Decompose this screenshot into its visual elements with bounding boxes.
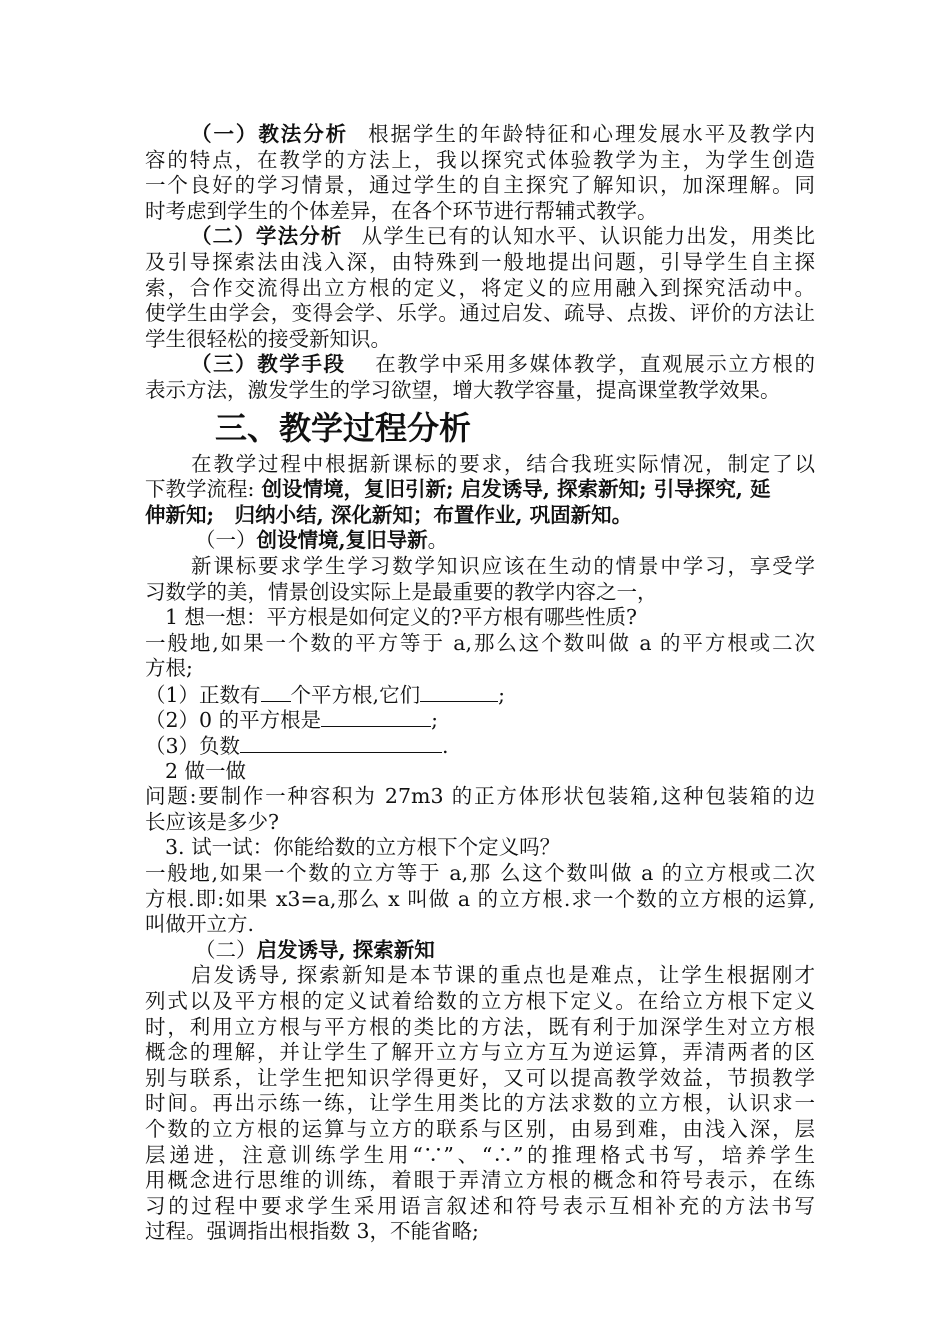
text: （1）正数有 [145,682,261,707]
paragraph-line: 别与联系，让学生把知识学得更好，又可以提高教学效益，节损教学 [145,1065,815,1090]
fill-in-item [145,707,815,733]
paragraph-line: 一般地,如果一个数的平方等于 a,那么这个数叫做 a 的平方根或二次 [145,630,815,655]
text: （2）0 的平方根是 [145,708,322,733]
paragraph-line: 使学生由学会，变得会学、乐学。通过启发、疏导、点拨、评价的方法让 [145,301,815,326]
paragraph-line: 时，利用立方根与平方根的类比的方法，既有利于加深学生对立方根 [145,1014,815,1039]
blank-line [420,682,498,702]
text: 从学生已有的认知水平、认识能力出发，用类比 [360,224,815,249]
paragraph-line: 列式以及平方根的定义试着给数的立方根下定义。在给立方根下定义 [145,989,815,1013]
question-line: 1 想一想：平方根是如何定义的?平方根有哪些性质? [165,605,638,630]
section-heading: 三、教学过程分析 [215,408,472,447]
text: （3）负数 [145,734,241,759]
blank-line [321,707,431,727]
paragraph-line: 容的特点，在教学的方法上，我以探究式体验教学为主，为学生创造 [145,147,815,172]
paragraph-line: 新课标要求学生学习数学知识应该在生动的情景中学习，享受学 [191,553,815,578]
paragraph-line: 概念的理解，并让学生了解开立方与立方互为逆运算，弄清两者的区 [145,1040,815,1065]
text: ; [498,682,505,707]
paragraph-line: 过程。强调指出根指数 3，不能省略; [145,1219,479,1244]
text: 根据学生的年龄特征和心理发展水平及教学内 [366,122,816,146]
question-line: 2 做一做 [165,758,247,783]
paragraph-line: 在教学过程中根据新课标的要求，结合我班实际情况，制定了以 [191,451,815,476]
subheading-teaching-method: （一）教法分析 [191,122,349,146]
paragraph-line: 表示方法，激发学生的学习欲望，增大教学容量，提高课堂教学效果。 [145,377,781,402]
paragraph-line: 方根; [145,656,193,681]
paragraph-line: 层递进，注意训练学生用“∵”、“∴”的推理格式书写，培养学生 [145,1142,815,1167]
text: （一） [195,528,257,553]
step-title-bold: 启发诱导, 探索新知 [256,937,435,962]
paragraph-line: 时考虑到学生的个体差异，在各个环节进行帮辅式教学。 [145,198,658,223]
text: 。 [427,528,449,553]
paragraph-line: 学生很轻松的接受新知识。 [145,326,391,351]
subheading-learning-method: （二）学法分析 [191,224,343,249]
fill-in-item [145,682,815,708]
paragraph-line: 习数学的美，情景创设实际上是最重要的教学内容之一， [145,579,658,604]
paragraph-line: 个数的立方根的运算与立方的联系与区别，由易到难，由浅入深，层 [145,1116,815,1141]
paragraph-line: 习的过程中要求学生采用语言叙述和符号表示互相补充的方法书写 [145,1193,815,1218]
blank-line [240,733,442,753]
paragraph-line: 及引导探索法由浅入深，由特殊到一般地提出问题，引导学生自主探 [145,249,815,274]
paragraph-line: 用概念进行思维的训练，着眼于弄清立方根的概念和符号表示，在练 [145,1168,815,1193]
paragraph-line [145,352,815,378]
subheading-teaching-means: （三）教学手段 [191,352,346,377]
paragraph-line: 启发诱导, 探索新知是本节课的重点也是难点，让学生根据刚才 [191,963,815,988]
step-title [145,938,815,964]
text: . [442,734,449,759]
document-body [145,122,815,1245]
paragraph-line [145,224,815,250]
paragraph-line [145,122,815,148]
blank-line [261,682,291,702]
paragraph-line [145,477,815,503]
text: ; [431,708,439,733]
paragraph-line: 一般地,如果一个数的立方等于 a,那 么这个数叫做 a 的立方根或二次 [145,861,815,886]
text: 下教学流程: [145,477,255,502]
paragraph-line: 一个良好的学习情景，通过学生的自主探究了解知识，加深理解。同 [145,173,815,198]
fill-in-item [145,733,815,759]
step-title-bold: 创设情境,复旧导新 [256,528,428,553]
paragraph-line: 问题:要制作一种容积为 27m3 的正方体形状包装箱,这种包装箱的边 [145,784,815,809]
text: 个平方根,它们 [290,682,421,707]
paragraph-line: 叫做开立方. [145,912,255,937]
paragraph-line: 方根.即:如果 x3=a,那么 x 叫做 a 的立方根.求一个数的立方根的运算, [145,886,815,911]
paragraph-line: 伸新知; 归纳小结, 深化新知；布置作业, 巩固新知。 [145,502,633,527]
text: （二） [195,937,257,962]
flow-steps: 创设情境，复旧引新; 启发诱导, 探索新知; 引导探究, 延 [254,477,771,502]
text: 在教学中采用多媒体教学，直观展示立方根的 [373,352,816,377]
question-line: 3. 试一试：你能给数的立方根下个定义吗？ [165,835,561,860]
paragraph-line: 索，合作交流得出立方根的定义，将定义的应用融入到探究活动中。 [145,275,815,300]
paragraph-line: 时间。再出示练一练，让学生用类比的方法求数的立方根，认识求一 [145,1091,815,1116]
paragraph-line: 长应该是多少? [145,809,279,834]
step-title [145,528,815,554]
